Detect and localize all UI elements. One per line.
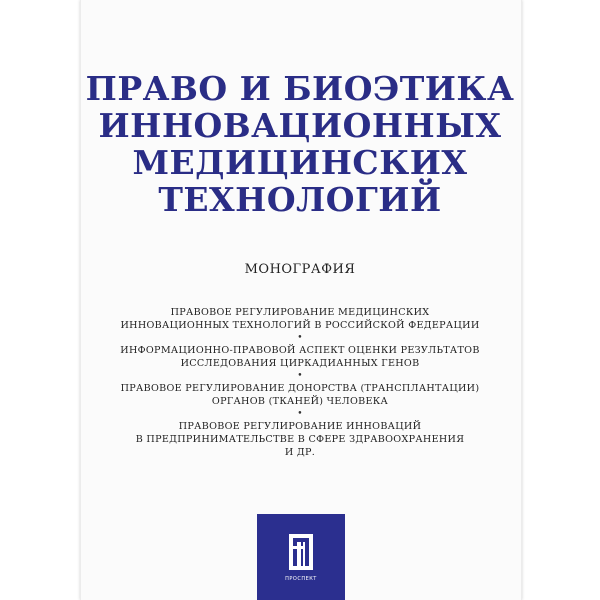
topic-line: ПРАВОВОЕ РЕГУЛИРОВАНИЕ МЕДИЦИНСКИХ <box>170 307 430 318</box>
book-title <box>0 70 600 218</box>
topic-line: ПРАВОВОЕ РЕГУЛИРОВАНИЕ ИННОВАЦИЙ <box>178 421 422 432</box>
topic-item <box>0 420 600 459</box>
bullet-separator: • <box>297 333 303 343</box>
bullet-separator: • <box>297 409 303 419</box>
book-title-line: ИННОВАЦИОННЫХ <box>98 106 502 145</box>
topic-item <box>0 382 600 408</box>
book-subtitle: МОНОГРАФИЯ <box>244 262 356 277</box>
topic-list <box>0 306 600 459</box>
topic-line: И ДР. <box>284 447 316 458</box>
topic-line: ИНФОРМАЦИОННО-ПРАВОВОЙ АСПЕКТ ОЦЕНКИ РЕЗУЛЬТАТОВ <box>120 345 480 356</box>
topic-line: ПРАВОВОЕ РЕГУЛИРОВАНИЕ ДОНОРСТВА (ТРАНСПЛАНТАЦИИ) <box>120 383 480 394</box>
publisher-name: ПРОСПЕКТ <box>285 576 317 582</box>
book-title-line: ТЕХНОЛОГИЙ <box>158 180 442 219</box>
publisher-logo <box>257 514 345 600</box>
book-title-line: ПРАВО И БИОЭТИКА <box>85 69 515 108</box>
topic-line: В ПРЕДПРИНИМАТЕЛЬСТВЕ В СФЕРЕ ЗДРАВООХРАНЕНИЯ <box>135 434 465 445</box>
prospekt-logo-icon <box>289 534 313 570</box>
topic-line: ОРГАНОВ (ТКАНЕЙ) ЧЕЛОВЕКА <box>211 396 389 407</box>
topic-line: ИННОВАЦИОННЫХ ТЕХНОЛОГИЙ В РОССИЙСКОЙ ФЕДЕРАЦИИ <box>120 320 480 331</box>
book-title-line: МЕДИЦИНСКИХ <box>132 143 468 182</box>
topic-item <box>0 306 600 332</box>
bullet-separator: • <box>297 371 303 381</box>
topic-item <box>0 344 600 370</box>
topic-line: ИССЛЕДОВАНИЯ ЦИРКАДИАННЫХ ГЕНОВ <box>180 358 420 369</box>
